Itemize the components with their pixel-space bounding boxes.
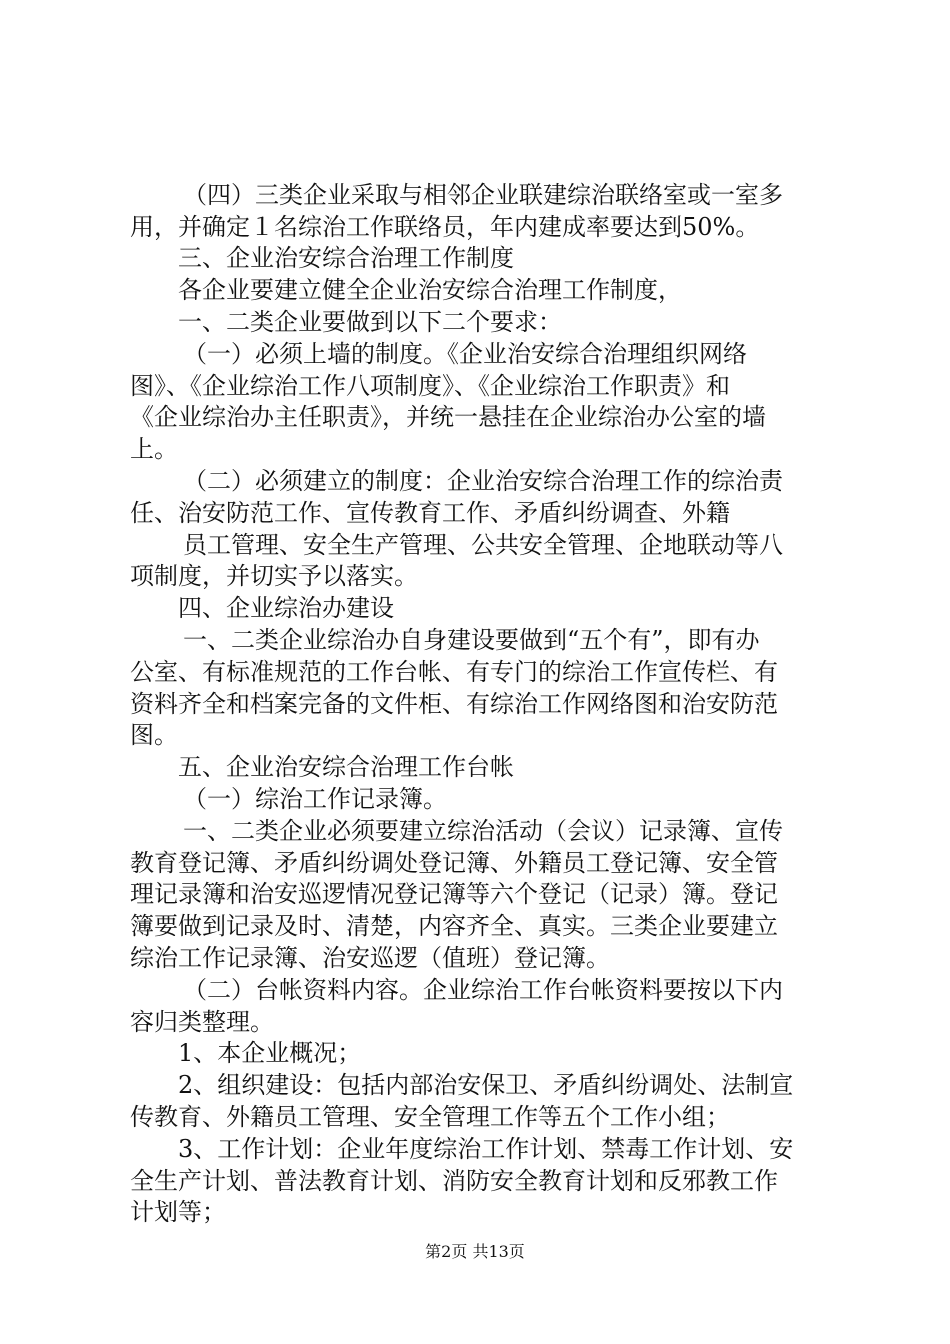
- text-line: 公室、有标准规范的工作台帐、有专门的综治工作宣传栏、有: [130, 658, 778, 686]
- text-line: 理记录簿和治安巡逻情况登记簿等六个登记（记录）簿。登记: [130, 880, 778, 908]
- text-line: 计划等；: [130, 1198, 226, 1226]
- page-footer: 第2页 共13页: [425, 1242, 525, 1261]
- text-line: 项制度，并切实予以落实。: [130, 562, 418, 590]
- text-line: 图》、《企业综治工作八项制度》、《企业综治工作职责》和: [130, 372, 730, 400]
- text-line: 全生产计划、普法教育计划、消防安全教育计划和反邪教工作: [130, 1167, 778, 1195]
- section-heading: 三、企业治安综合治理工作制度: [178, 244, 514, 272]
- list-item: 3、工作计划：企业年度综治工作计划、禁毒工作计划、安: [178, 1135, 794, 1163]
- text-line: 任、治安防范工作、宣传教育工作、矛盾纠纷调查、外籍: [130, 499, 730, 527]
- text-line: 教育登记簿、矛盾纠纷调处登记簿、外籍员工登记簿、安全管: [130, 849, 778, 877]
- text-line: 上。: [130, 435, 178, 463]
- text-line: 一、二类企业综治办自身建设要做到“五个有”，即有办: [183, 626, 760, 654]
- text-line: （二）台帐资料内容。企业综治工作台帐资料要按以下内: [183, 976, 783, 1004]
- text-line: 传教育、外籍员工管理、安全管理工作等五个工作小组；: [130, 1103, 730, 1131]
- section-heading: 四、企业综治办建设: [178, 594, 394, 622]
- text-line: 用，并确定１名综治工作联络员，年内建成率要达到50%。: [130, 213, 760, 241]
- text-line: 资料齐全和档案完备的文件柜、有综治工作网络图和治安防范: [130, 690, 778, 718]
- list-item: 1、本企业概况；: [178, 1039, 362, 1067]
- section-heading: 五、企业治安综合治理工作台帐: [178, 753, 514, 781]
- text-line: 簿要做到记录及时、清楚，内容齐全、真实。三类企业要建立: [130, 912, 778, 940]
- text-line: 一、二类企业必须要建立综治活动（会议）记录簿、宣传: [183, 817, 783, 845]
- text-line: （二）必须建立的制度：企业治安综合治理工作的综治责: [183, 467, 783, 495]
- text-line: 一、二类企业要做到以下二个要求：: [178, 308, 562, 336]
- text-line: 容归类整理。: [130, 1008, 274, 1036]
- text-line: （一）综治工作记录簿。: [183, 785, 447, 813]
- text-line: 员工管理、安全生产管理、公共安全管理、企地联动等八: [183, 531, 783, 559]
- text-line: 图。: [130, 721, 178, 749]
- text-line: （四）三类企业采取与相邻企业联建综治联络室或一室多: [183, 181, 783, 209]
- text-line: 综治工作记录簿、治安巡逻（值班）登记簿。: [130, 944, 610, 972]
- list-item: 2、组织建设：包括内部治安保卫、矛盾纠纷调处、法制宣: [178, 1071, 794, 1099]
- text-line: 各企业要建立健全企业治安综合治理工作制度，: [178, 276, 682, 304]
- text-line: （一）必须上墙的制度。《企业治安综合治理组织网络: [183, 340, 747, 368]
- text-line: 《企业综治办主任职责》，并统一悬挂在企业综治办公室的墙: [130, 403, 766, 431]
